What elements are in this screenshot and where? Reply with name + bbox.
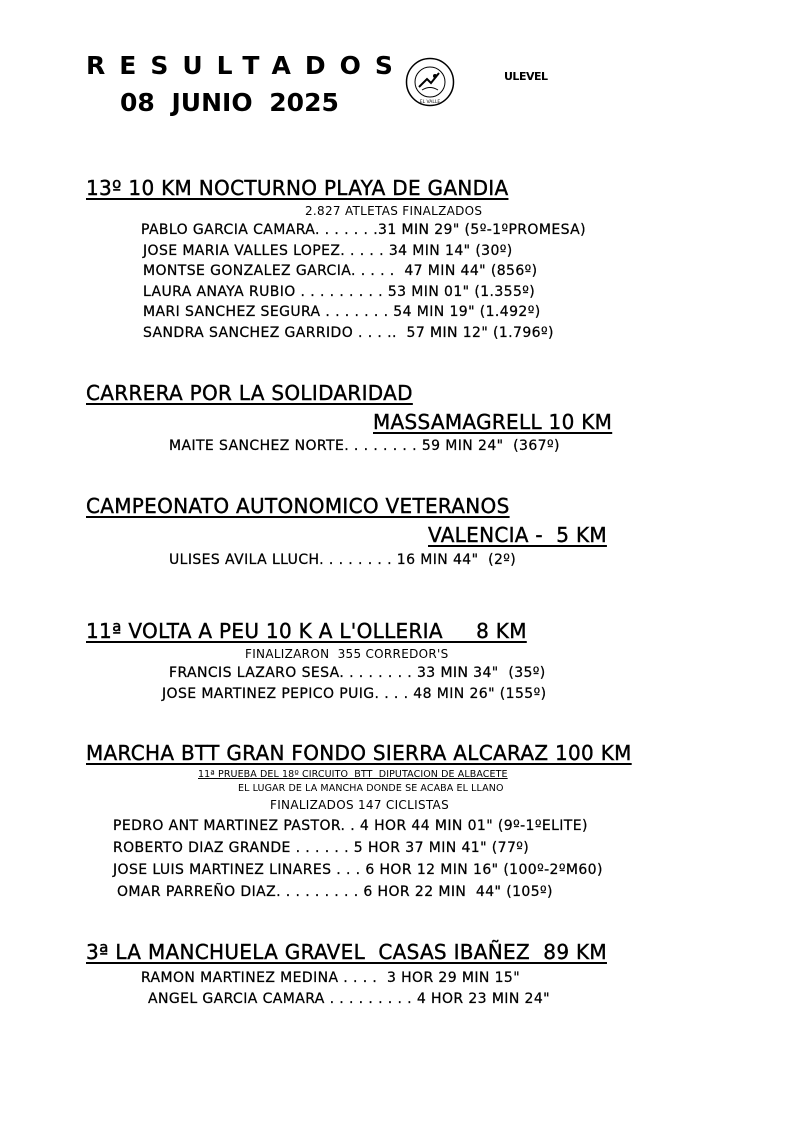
page-title: RESULTADOS: [86, 51, 407, 80]
section-heading-location: MASSAMAGRELL 10 KM: [373, 410, 613, 434]
section-note: 11ª PRUEBA DEL 18º CIRCUITO BTT DIPUTACION DE ALBACETE: [198, 769, 508, 780]
result-row: ANGEL GARCIA CAMARA . . . . . . . . . 4 HOR 23 MIN 24": [148, 991, 551, 1007]
section-subtitle: FINALIZADOS 147 CICLISTAS: [270, 798, 449, 812]
section-heading: MARCHA BTT GRAN FONDO SIERRA ALCARAZ 100 KM: [86, 741, 632, 765]
result-row: LAURA ANAYA RUBIO . . . . . . . . . 53 MIN 01" (1.355º): [143, 284, 536, 300]
section-heading: CARRERA POR LA SOLIDARIDAD: [86, 381, 413, 405]
result-row: FRANCIS LAZARO SESA. . . . . . . . 33 MIN 34" (35º): [169, 665, 546, 681]
svg-text:EL VALLE: EL VALLE: [419, 100, 441, 105]
result-row: ULISES AVILA LLUCH. . . . . . . . 16 MIN 44" (2º): [169, 552, 517, 568]
club-logo-icon: [405, 57, 455, 107]
result-row: ROBERTO DIAZ GRANDE . . . . . . 5 HOR 37 MIN 41" (77º): [113, 840, 530, 856]
result-row: JOSE MARTINEZ PEPICO PUIG. . . . 48 MIN 26" (155º): [162, 686, 547, 702]
result-row: JOSE MARIA VALLES LOPEZ. . . . . 34 MIN 14" (30º): [143, 243, 513, 259]
result-row: JOSE LUIS MARTINEZ LINARES . . . 6 HOR 12 MIN 16" (100º-2ºM60): [113, 862, 603, 878]
result-row: MONTSE GONZALEZ GARCIA. . . . . 47 MIN 44" (856º): [143, 263, 538, 279]
page-date: 08 JUNIO 2025: [120, 88, 339, 117]
brand-logo: ULEVEL: [504, 70, 548, 83]
section-subtitle: FINALIZARON 355 CORREDOR'S: [245, 647, 449, 661]
result-row: PABLO GARCIA CAMARA. . . . . . .31 MIN 29" (5º-1ºPROMESA): [141, 222, 586, 238]
result-row: PEDRO ANT MARTINEZ PASTOR. . 4 HOR 44 MIN 01" (9º-1ºELITE): [113, 818, 588, 834]
section-subtitle: 2.827 ATLETAS FINALZADOS: [305, 204, 483, 218]
section-heading: 3ª LA MANCHUELA GRAVEL CASAS IBAÑEZ 89 KM: [86, 940, 607, 964]
result-row: SANDRA SANCHEZ GARRIDO . . . .. 57 MIN 12" (1.796º): [143, 325, 554, 341]
result-row: OMAR PARREÑO DIAZ. . . . . . . . . 6 HOR 22 MIN 44" (105º): [117, 884, 553, 900]
result-row: MARI SANCHEZ SEGURA . . . . . . . 54 MIN 19" (1.492º): [143, 304, 541, 320]
section-heading: CAMPEONATO AUTONOMICO VETERANOS: [86, 494, 510, 518]
section-note: EL LUGAR DE LA MANCHA DONDE SE ACABA EL LLANO: [238, 783, 504, 794]
section-heading: 11ª VOLTA A PEU 10 K A L'OLLERIA 8 KM: [86, 619, 527, 643]
section-heading-location: VALENCIA - 5 KM: [428, 523, 607, 547]
result-row: RAMON MARTINEZ MEDINA . . . . 3 HOR 29 MIN 15": [141, 970, 521, 986]
result-row: MAITE SANCHEZ NORTE. . . . . . . . 59 MIN 24" (367º): [169, 438, 560, 454]
section-heading: 13º 10 KM NOCTURNO PLAYA DE GANDIA: [86, 176, 509, 200]
